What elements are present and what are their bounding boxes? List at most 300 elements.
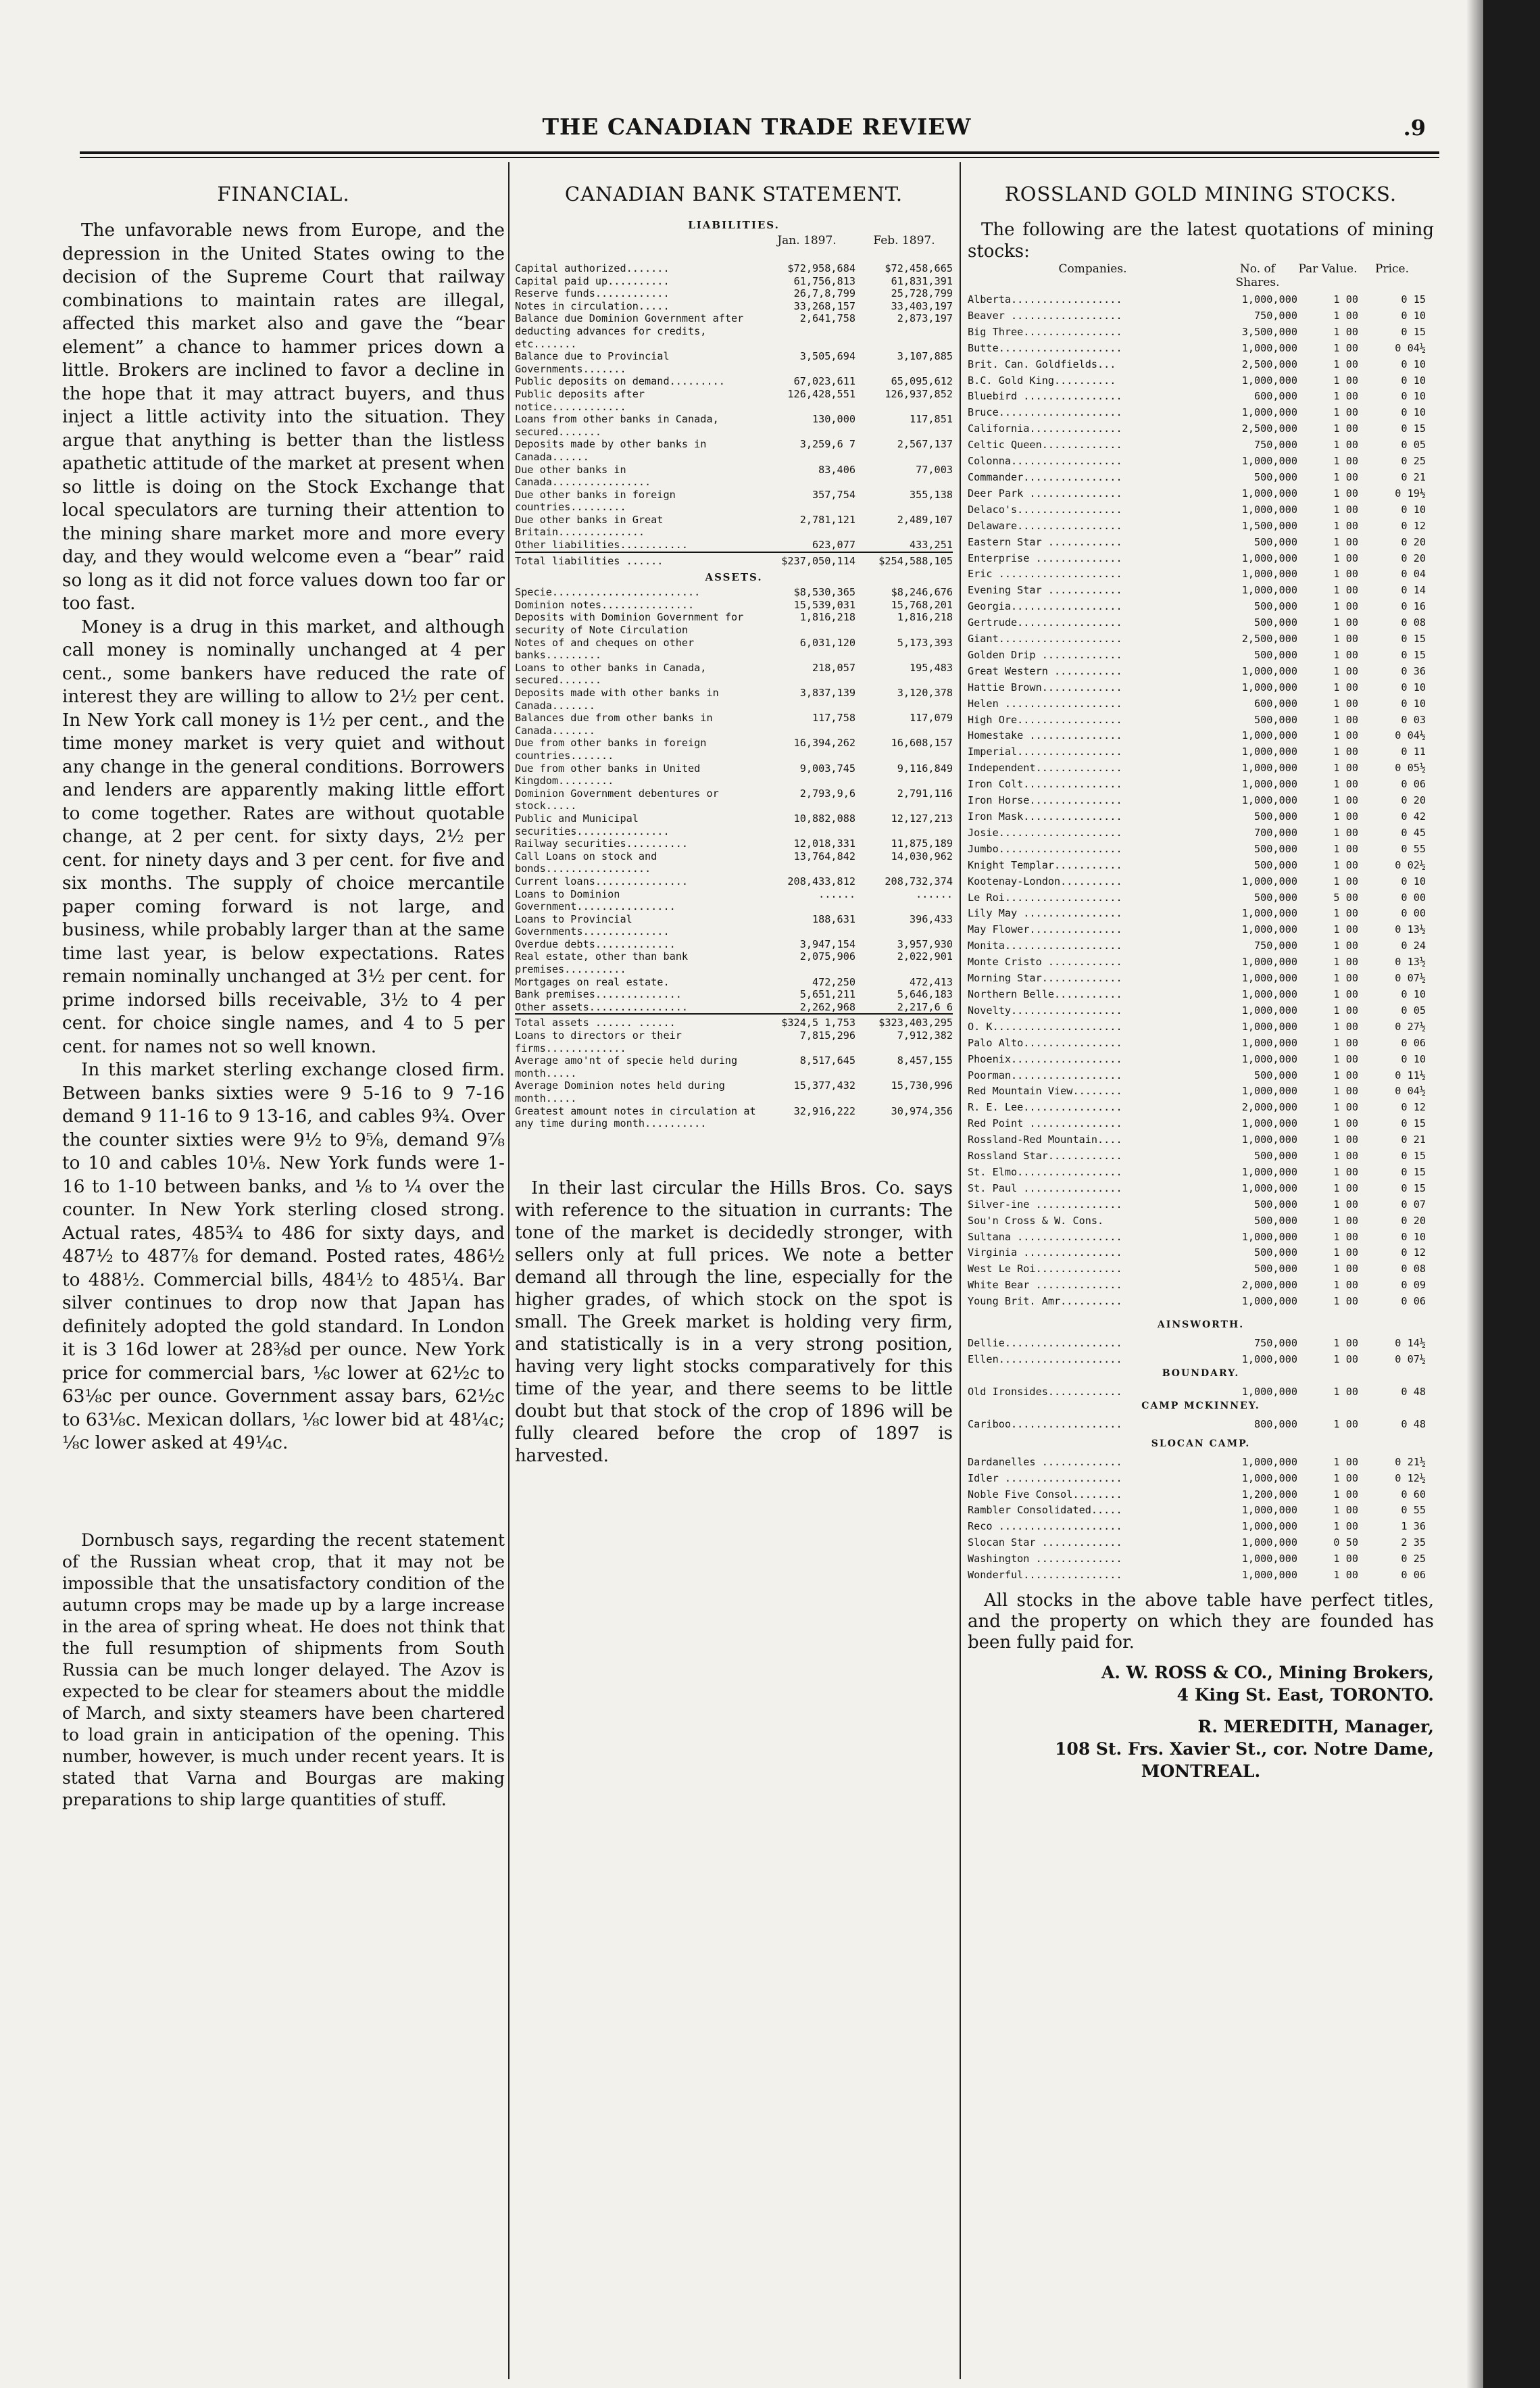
par-value: 1 00 <box>1333 535 1358 548</box>
price: 0 03 <box>1401 713 1426 726</box>
table-row <box>515 837 953 850</box>
row-value-feb: 2,217,6 6 <box>897 1000 953 1013</box>
company-name: May Flower............... <box>968 923 1122 936</box>
par-value: 1 00 <box>1333 1165 1358 1178</box>
price: 0 45 <box>1401 826 1426 839</box>
par-value: 1 00 <box>1333 568 1358 581</box>
price: 0 15 <box>1401 1165 1426 1178</box>
broker-name: A. W. ROSS & CO., Mining Brokers, <box>1101 1662 1434 1682</box>
stock-row <box>968 744 1434 760</box>
row-value-feb: 25,728,799 <box>891 287 953 300</box>
financial-paragraph: The unfavorable news from Europe, and the depression in the United States owing to the decision of the Supreme Court that railway combinations to maintain rates are illegal, affected this market also and gave the “bear element” a chance to hammer prices down a little. Brokers are inclined to favor a decline in the hope that it may attract buyers, and thus inject a little activity into the situation. They argue that anything is better than the listless apathetic attitude of the market at present when so little is doing on the Stock Exchange that local speculators are turning their attention to the mining share market more and more every day, and they would welcome even a “bear” raid so long as it did not force values down too far or too fast. <box>62 220 505 614</box>
row-value-jan: 2,075,906 <box>799 950 855 963</box>
stock-row <box>968 922 1434 938</box>
price: 0 07½ <box>1395 972 1426 985</box>
stock-row <box>968 1336 1434 1352</box>
par-value: 1 00 <box>1333 1504 1358 1517</box>
price: 0 21½ <box>1395 1455 1426 1468</box>
price: 0 11 <box>1401 746 1426 758</box>
company-name: Phoenix.................. <box>968 1052 1122 1065</box>
price: 0 24 <box>1401 940 1426 952</box>
price-header: Price. <box>1375 262 1409 276</box>
table-row <box>515 350 953 375</box>
table-row <box>515 875 953 888</box>
par-value: 1 00 <box>1333 746 1358 758</box>
manager-city: MONTREAL. <box>1141 1761 1261 1781</box>
shares: 600,000 <box>1253 390 1297 403</box>
row-label: Public deposits on demand......... <box>515 375 725 388</box>
par-value: 1 00 <box>1333 341 1358 354</box>
assets-table <box>515 586 953 1013</box>
company-name: Enterprise .............. <box>968 552 1122 564</box>
price: 0 15 <box>1401 325 1426 338</box>
stock-row <box>968 1519 1434 1535</box>
price: 0 25 <box>1401 455 1426 468</box>
price: 0 05 <box>1401 439 1426 452</box>
table-row <box>515 1105 953 1130</box>
shares: 2,500,000 <box>1241 422 1297 435</box>
row-label: Due from other banks in United Kingdom......... <box>515 762 701 787</box>
row-value-feb: 472,413 <box>909 975 953 988</box>
row-value-jan: $324,5 1,753 <box>758 1013 855 1029</box>
company-name: Monita................... <box>968 940 1122 952</box>
row-label: Mortgages on real estate. <box>515 975 670 988</box>
row-value-jan: 32,916,222 <box>793 1104 855 1117</box>
row-label: Real estate, other than bank premises.......... <box>515 950 689 976</box>
shares: 1,000,000 <box>1241 1020 1297 1033</box>
row-value-jan: 472,250 <box>812 975 855 988</box>
par-value: 1 00 <box>1333 858 1358 871</box>
row-value-feb: 433,251 <box>909 539 953 552</box>
row-value-jan: 208,433,812 <box>787 875 855 887</box>
price: 0 09 <box>1401 1279 1426 1292</box>
price: 0 07 <box>1401 1198 1426 1211</box>
par-value: 1 00 <box>1333 1198 1358 1211</box>
row-value-feb: 9,116,849 <box>897 762 953 775</box>
financial-paragraph: Dornbusch says, regarding the recent statement of the Russian wheat crop, that it may not be impossible that the unsatisfactory condition of the autumn crops may be made up by a large increase in the area of spring wheat. He does not think that the full resumption of shipments from South Russia can be much longer delayed. The Azov is expected to be clear for steamers about the middle of March, and sixty steamers have been chartered to load grain in anticipation of the opening. This number, however, is much under recent years. It is stated that Varna and Bourgas are making preparations to ship large quantities of stuff. <box>62 1530 505 1809</box>
shares: 1,000,000 <box>1241 988 1297 1000</box>
par-value: 1 00 <box>1333 1134 1358 1146</box>
price: 0 12½ <box>1395 1471 1426 1484</box>
shares: 750,000 <box>1253 940 1297 952</box>
rossland-stock-table <box>968 292 1434 1310</box>
par-value: 1 00 <box>1333 390 1358 403</box>
stock-row <box>968 1487 1434 1503</box>
par-value: 1 00 <box>1333 584 1358 597</box>
price: 0 10 <box>1401 697 1426 710</box>
par-value: 1 00 <box>1333 600 1358 613</box>
price: 0 04½ <box>1395 1085 1426 1098</box>
price: 1 36 <box>1401 1520 1426 1533</box>
row-value-feb: 15,730,996 <box>891 1079 953 1092</box>
stock-row <box>968 405 1434 421</box>
row-label: Total liabilities ...... <box>515 552 758 568</box>
par-value: 1 00 <box>1333 487 1358 499</box>
price: 0 10 <box>1401 988 1426 1000</box>
par-value: 1 00 <box>1333 1417 1358 1430</box>
price: 0 20 <box>1401 1214 1426 1227</box>
shares: 1,000,000 <box>1241 875 1297 887</box>
shares: 1,000,000 <box>1241 762 1297 775</box>
par-value: 1 00 <box>1333 309 1358 322</box>
stock-row <box>968 615 1434 631</box>
slocan-label: SLOCAN CAMP. <box>1151 1438 1251 1449</box>
par-value: 1 00 <box>1333 697 1358 710</box>
boundary-label: BOUNDARY. <box>1162 1367 1240 1379</box>
par-value: 1 00 <box>1333 826 1358 839</box>
shares: 1,000,000 <box>1241 923 1297 936</box>
column-gap <box>62 1455 505 1530</box>
stock-row <box>968 777 1434 793</box>
par-value: 1 00 <box>1333 1214 1358 1227</box>
stock-row <box>968 373 1434 389</box>
stock-row <box>968 566 1434 583</box>
shares: 1,000,000 <box>1241 1052 1297 1065</box>
row-label: Deposits made with other banks in Canada....... <box>515 687 719 712</box>
bank-statement-column <box>515 182 953 1467</box>
row-value-feb: 5,646,183 <box>897 988 953 1001</box>
price: 0 05½ <box>1395 762 1426 775</box>
price: 0 19½ <box>1395 487 1426 499</box>
stock-row <box>968 1294 1434 1310</box>
row-value-feb: 12,127,213 <box>891 812 953 825</box>
row-value-jan: 26,7,8,799 <box>793 287 855 300</box>
shares: 1,000,000 <box>1241 455 1297 468</box>
shares: 1,000,000 <box>1241 1385 1297 1398</box>
stock-row <box>968 728 1434 744</box>
shares: 1,000,000 <box>1241 972 1297 985</box>
company-name: Sultana ................. <box>968 1230 1122 1243</box>
price: 0 08 <box>1401 616 1426 629</box>
par-value: 1 00 <box>1333 1230 1358 1243</box>
price: 0 13½ <box>1395 923 1426 936</box>
row-value-feb: 8,457,155 <box>897 1054 953 1067</box>
price: 0 10 <box>1401 406 1426 419</box>
stock-row <box>968 454 1434 470</box>
stock-row <box>968 1052 1434 1068</box>
shares: 1,000,000 <box>1241 1165 1297 1178</box>
company-name: Helen ................... <box>968 697 1122 710</box>
price: 0 48 <box>1401 1385 1426 1398</box>
liabilities-table <box>515 262 953 552</box>
company-name: Ellen.................... <box>968 1353 1122 1365</box>
price: 0 20 <box>1401 552 1426 564</box>
company-name: Sou'n Cross & W. Cons. <box>968 1214 1104 1227</box>
row-value-jan: 188,631 <box>812 912 855 925</box>
row-value-jan: 5,651,211 <box>799 988 855 1001</box>
table-row <box>515 637 953 662</box>
row-value-jan: 15,539,031 <box>793 598 855 611</box>
stock-row <box>968 793 1434 809</box>
shares: 1,000,000 <box>1241 1536 1297 1549</box>
row-value-jan: 9,003,745 <box>799 762 855 775</box>
company-name: Morning Star............. <box>968 972 1122 985</box>
par-value: 1 00 <box>1333 842 1358 855</box>
publication-title: THE CANADIAN TRADE REVIEW <box>542 114 972 140</box>
par-value: 1 00 <box>1333 794 1358 807</box>
company-name: Slocan Star ............. <box>968 1536 1122 1549</box>
shares: 1,000,000 <box>1241 1455 1297 1468</box>
col-feb-header: Feb. 1897. <box>873 234 935 247</box>
price: 0 06 <box>1401 1036 1426 1049</box>
company-name: Idler ................... <box>968 1471 1122 1484</box>
par-value: 1 00 <box>1333 519 1358 532</box>
row-value-feb: 14,030,962 <box>891 850 953 862</box>
price: 0 55 <box>1401 842 1426 855</box>
stock-row <box>968 421 1434 437</box>
stock-row <box>968 906 1434 922</box>
stock-row <box>968 292 1434 308</box>
stock-row <box>968 1035 1434 1052</box>
stock-row <box>968 1471 1434 1487</box>
column-gap <box>968 1706 1434 1715</box>
shares: 500,000 <box>1253 1198 1297 1211</box>
table-row <box>515 586 953 599</box>
par-value: 1 00 <box>1333 1353 1358 1365</box>
price: 0 15 <box>1401 1181 1426 1194</box>
col-jan-header: Jan. 1897. <box>777 234 837 247</box>
shares: 2,000,000 <box>1241 1101 1297 1114</box>
company-name: St. Paul ................ <box>968 1181 1122 1194</box>
par-value: 1 00 <box>1333 503 1358 516</box>
table-row <box>515 539 953 552</box>
table-row <box>515 489 953 514</box>
price: 0 10 <box>1401 1052 1426 1065</box>
row-label: Overdue debts............. <box>515 937 676 950</box>
row-label: Notes in circulation..... <box>515 299 670 312</box>
stock-row <box>968 1551 1434 1567</box>
price: 0 06 <box>1401 1295 1426 1308</box>
table-row <box>515 1029 953 1054</box>
company-name: Le Roi................... <box>968 891 1122 904</box>
row-value-feb: $72,458,665 <box>885 262 953 274</box>
company-name: Cariboo.................. <box>968 1417 1122 1430</box>
shares: 1,000,000 <box>1241 406 1297 419</box>
company-name: White Bear .............. <box>968 1279 1122 1292</box>
shares: 1,000,000 <box>1241 1520 1297 1533</box>
company-name: Red Mountain View........ <box>968 1085 1122 1098</box>
shares: 500,000 <box>1253 713 1297 726</box>
shares: 1,000,000 <box>1241 907 1297 920</box>
row-value-feb: 16,608,157 <box>891 737 953 750</box>
table-row <box>515 312 953 350</box>
company-name: Giant.................... <box>968 633 1122 645</box>
row-value-feb: 396,433 <box>909 912 953 925</box>
company-name: Novelty.................. <box>968 1004 1122 1017</box>
companies-header: Companies. <box>1058 262 1127 276</box>
company-name: West Le Roi.............. <box>968 1263 1122 1275</box>
shares: 500,000 <box>1253 1069 1297 1081</box>
row-label: Call Loans on stock and bonds................. <box>515 850 657 875</box>
liabilities-total <box>515 552 953 568</box>
table-row <box>515 1013 953 1029</box>
price: 0 10 <box>1401 309 1426 322</box>
ainsworth-label: AINSWORTH. <box>1157 1319 1245 1331</box>
shares: 500,000 <box>1253 1214 1297 1227</box>
stock-row <box>968 518 1434 535</box>
par-value: 1 00 <box>1333 1052 1358 1065</box>
shares: 1,000,000 <box>1241 778 1297 791</box>
column-gap <box>968 1584 1434 1590</box>
shares: 1,000,000 <box>1241 584 1297 597</box>
price: 0 02½ <box>1395 858 1426 871</box>
shares: 2,000,000 <box>1241 1279 1297 1292</box>
company-name: Silver-ine .............. <box>968 1198 1122 1211</box>
scan-shadow <box>1466 0 1485 2388</box>
row-value-jan: 2,781,121 <box>799 513 855 526</box>
stock-row <box>968 1245 1434 1261</box>
row-value-jan: 67,023,611 <box>793 375 855 388</box>
row-label: Specie........................ <box>515 586 701 599</box>
par-value: 1 00 <box>1333 406 1358 419</box>
table-row <box>515 599 953 612</box>
row-value-jan: 7,815,296 <box>799 1029 855 1042</box>
row-value-jan: 2,793,9,6 <box>799 787 855 800</box>
shares: 500,000 <box>1253 648 1297 661</box>
table-row <box>515 812 953 837</box>
stock-row <box>968 1181 1434 1197</box>
par-value: 0 50 <box>1333 1536 1358 1549</box>
stock-row <box>968 502 1434 518</box>
company-name: Eastern Star ............ <box>968 535 1122 548</box>
stock-row <box>968 858 1434 874</box>
row-value-jan: 8,517,645 <box>799 1054 855 1067</box>
shares: 1,000,000 <box>1241 1504 1297 1517</box>
shares: 500,000 <box>1253 600 1297 613</box>
par-value: 1 00 <box>1333 1279 1358 1292</box>
table-row <box>515 888 953 913</box>
stock-row <box>968 680 1434 696</box>
row-value-jan: 2,262,968 <box>799 1000 855 1013</box>
row-label: Other assets................ <box>515 1000 689 1013</box>
stock-row <box>968 1352 1434 1368</box>
stock-row <box>968 1535 1434 1551</box>
page-header <box>81 114 1433 147</box>
row-value-jan: 12,018,331 <box>793 837 855 850</box>
company-name: R. E. Lee................ <box>968 1101 1122 1114</box>
company-name: California............... <box>968 422 1122 435</box>
table-row <box>515 913 953 938</box>
company-name: Dellie................... <box>968 1337 1122 1350</box>
price: 0 12 <box>1401 1101 1426 1114</box>
row-label: Dominion notes............... <box>515 598 695 611</box>
table-row <box>515 611 953 636</box>
shares: 1,000,000 <box>1241 1569 1297 1582</box>
table-row <box>515 938 953 951</box>
shares: 500,000 <box>1253 535 1297 548</box>
table-row <box>515 950 953 975</box>
shares: 1,000,000 <box>1241 1134 1297 1146</box>
company-name: Rossland Star............ <box>968 1150 1122 1163</box>
row-value-feb: 65,095,612 <box>891 375 953 388</box>
par-value: 1 00 <box>1333 439 1358 452</box>
shares: 1,000,000 <box>1241 1085 1297 1098</box>
par-value: 1 00 <box>1333 762 1358 775</box>
row-value-feb: 1,816,218 <box>897 611 953 624</box>
table-row <box>515 262 953 275</box>
company-name: Old Ironsides............ <box>968 1385 1122 1398</box>
shares: 750,000 <box>1253 309 1297 322</box>
rossland-footnote: All stocks in the above table have perfect titles, and the property on which they are founded has been fully paid for. <box>968 1590 1434 1653</box>
shares: 750,000 <box>1253 439 1297 452</box>
header-rule-thin <box>80 157 1439 158</box>
company-name: Gertrude................. <box>968 616 1122 629</box>
shares: 1,500,000 <box>1241 519 1297 532</box>
price: 0 25 <box>1401 1553 1426 1565</box>
row-value-jan: 6,031,120 <box>799 636 855 649</box>
row-value-feb: 3,107,885 <box>897 350 953 363</box>
stock-row <box>968 1229 1434 1246</box>
par-value: 1 00 <box>1333 616 1358 629</box>
par-value: 1 00 <box>1333 1150 1358 1163</box>
company-name: Josie.................... <box>968 826 1122 839</box>
company-name: Celtic Queen............. <box>968 439 1122 452</box>
row-value-jan: 3,505,694 <box>799 350 855 363</box>
stock-row <box>968 308 1434 324</box>
row-value-feb: $254,588,105 <box>855 552 953 568</box>
price: 0 42 <box>1401 810 1426 823</box>
rossland-intro: The following are the latest quotations of mining stocks: <box>968 220 1434 262</box>
price: 0 00 <box>1401 891 1426 904</box>
company-name: Wonderful................ <box>968 1569 1122 1582</box>
company-name: Bluebird ................ <box>968 390 1122 403</box>
table-row <box>515 1001 953 1014</box>
row-value-jan: 10,882,088 <box>793 812 855 825</box>
shares: 1,000,000 <box>1241 503 1297 516</box>
row-label: Loans to directors or their firms............. <box>515 1029 682 1054</box>
table-row <box>515 552 953 568</box>
par-value: 1 00 <box>1333 1471 1358 1484</box>
price: 0 04 <box>1401 568 1426 581</box>
price: 0 20 <box>1401 535 1426 548</box>
par-value: 1 00 <box>1333 988 1358 1000</box>
shares: 1,000,000 <box>1241 374 1297 387</box>
stock-row <box>968 712 1434 729</box>
scan-border <box>1483 0 1540 2388</box>
price: 0 06 <box>1401 1569 1426 1582</box>
company-name: Knight Templar........... <box>968 858 1122 871</box>
par-value: 1 00 <box>1333 633 1358 645</box>
shares: 1,000,000 <box>1241 487 1297 499</box>
price: 0 04½ <box>1395 729 1426 742</box>
price: 0 15 <box>1401 1150 1426 1163</box>
stock-row <box>968 1455 1434 1471</box>
shares: 2,500,000 <box>1241 633 1297 645</box>
shares: 500,000 <box>1253 1263 1297 1275</box>
par-value: 5 00 <box>1333 891 1358 904</box>
company-name: Monte Cristo ............ <box>968 956 1122 969</box>
par-value: 1 00 <box>1333 1085 1358 1098</box>
shares: 500,000 <box>1253 470 1297 483</box>
price: 0 60 <box>1401 1488 1426 1501</box>
company-name: Noble Five Consol........ <box>968 1488 1122 1501</box>
shares: 500,000 <box>1253 616 1297 629</box>
table-row <box>515 850 953 875</box>
stock-row <box>968 324 1434 341</box>
shares: 1,200,000 <box>1241 1488 1297 1501</box>
row-value-feb: 355,138 <box>909 488 953 501</box>
shares: 1,000,000 <box>1241 729 1297 742</box>
bank-column-headers <box>515 234 953 262</box>
stock-row <box>968 1019 1434 1035</box>
row-value-feb: 77,003 <box>916 463 953 476</box>
row-label: Total assets ...... ...... <box>515 1013 758 1029</box>
row-value-feb: 2,022,901 <box>897 950 953 963</box>
price: 0 05 <box>1401 1004 1426 1017</box>
price: 0 16 <box>1401 600 1426 613</box>
row-value-jan: 61,756,813 <box>793 274 855 287</box>
stock-row <box>968 1068 1434 1084</box>
